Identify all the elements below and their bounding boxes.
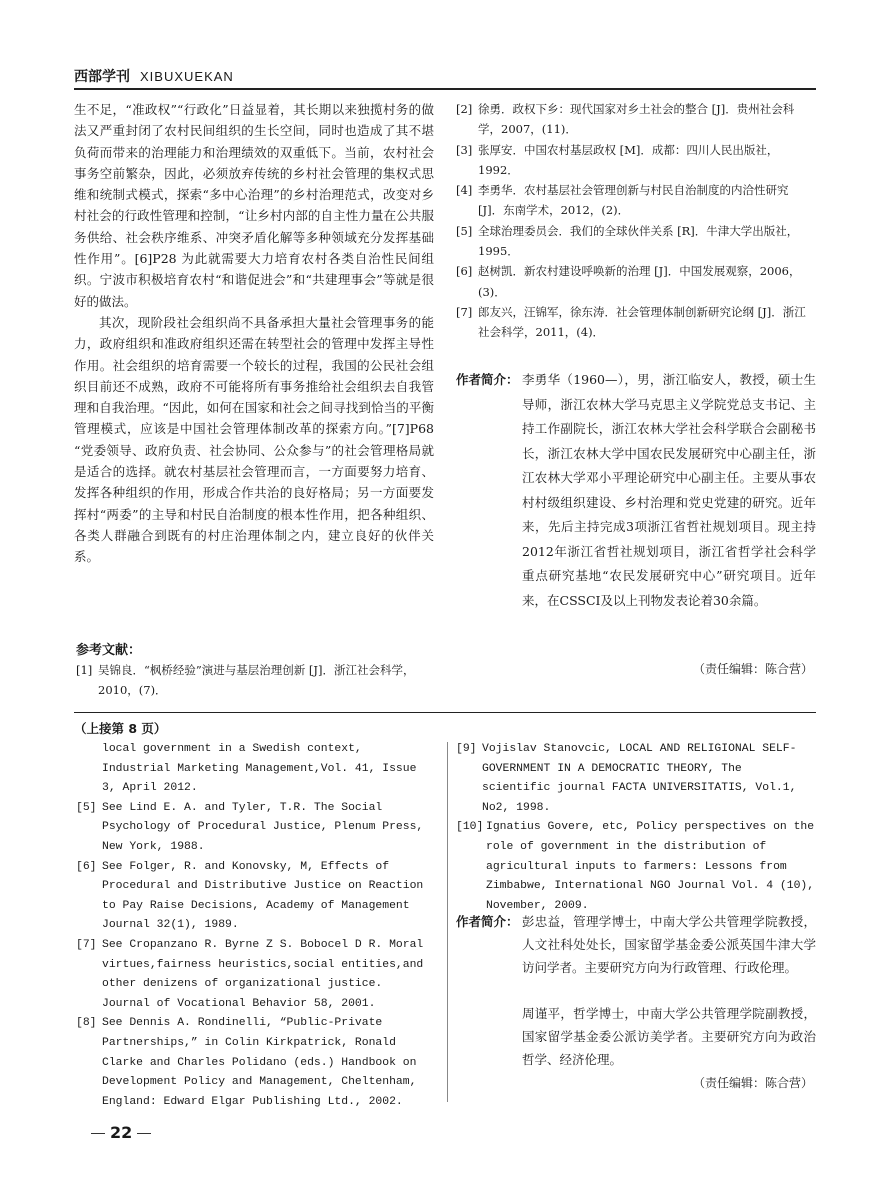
bio-text: 李勇华（1960—），男，浙江临安人，教授，硕士生导师，浙江农林大学马克思主义学院党总支书记、主持工作副院长，浙江农林大学社会科学联合会副秘书长，浙江农林大学中国农民发展研究中心副主任，浙江农林大学邓小平理论研究中心副主任。主要从事农村村级组织建设、乡村治理和党史党建的研究。近年来，先后主持完成3项浙江省哲社规划项目。现主持2012年浙江省哲社规划项目，浙江省哲学社会科学重点研究基地“农民发展研究中心”研究项目。近年来，在CSSCI及以上刊物发表论着30余篇。 — [522, 372, 816, 608]
bio-label: 作者简介： — [456, 372, 519, 387]
reference-item: [6] 赵树凯．新农村建设呼唤新的治理 [J]．中国发展观察，2006，(3)． — [456, 264, 801, 299]
reference-item: local government in a Swedish context, Industrial Marketing Management,Vol. 41, Issue 3, April 2012. — [102, 743, 417, 795]
bio-text: 彭忠益，管理学博士，中南大学公共管理学院教授，人文社科处处长，国家留学基金委公派英国牛津大学访问学者。主要研究方向为行政管理、行政伦理。 — [522, 914, 816, 975]
body-paragraph: 其次，现阶段社会组织尚不具备承担大量社会管理事务的能力，政府组织和准政府组织还需在转型社会的管理中发挥主导性作用。社会组织的培育需要一个较长的过程，我国的公民社会组织目前还不成熟，政府不可能将所有事务推给社会组织去自我管理和自我治理。“因此，如何在国家和社会之间寻找到恰当的平衡管理模式，应该是中国社会管理体制改革的探索方向。”[7]P68 “党委领导、政府负责、社会协同、公众参与”的社会管理格局就是适合的选择。就农村基层社会管理而言，一方面要努力培育、发挥各种组织的作用，形成合作共治的良好格局；另一方面要发挥村“两委”的主导和村民自治制度的根本性作用，把各种组织、各类人群融合到既有的村庄治理体制之内，建立良好的伙伴关系。 — [74, 314, 434, 565]
continuation-note: （上接第 8 页） — [74, 721, 167, 736]
reference-item: [1] 吴锦良．“枫桥经验”演进与基层治理创新 [J]．浙江社会科学，2010，(7)． — [76, 663, 415, 698]
reference-item: [3] 张厚安．中国农村基层政权 [M]．成都：四川人民出版社，1992． — [456, 142, 779, 177]
reference-item: [9] Vojislav Stanovcic, LOCAL AND RELIGIONAL SELF-GOVERNMENT IN A DEMOCRATIC THEORY, The scientific journal FACTA UNIVERSITATIS, Vol.1, No2, 1998. — [456, 743, 797, 814]
bio-label: 作者简介： — [456, 914, 519, 929]
english-references-left — [76, 740, 435, 1112]
reference-item: [7] 郎友兴，汪锦军，徐东涛．社会管理体制创新研究论纲 [J]．浙江社会科学，2011，(4)． — [456, 304, 806, 340]
reference-item: [10] Ignatius Govere, etc, Policy perspectives on the role of government in the distribution of agricultural inputs to farmers: Lessons from Zimbabwe, International NGO Journal Vol. 4 (10), November, 2009. — [456, 821, 815, 912]
page-number: 22 — [86, 1123, 156, 1142]
running-header — [74, 66, 234, 86]
journal-title-cn: 西部学刊 — [74, 69, 130, 85]
reference-item: [8] See Dennis A. Rondinelli, “Public-Private Partnerships,” in Colin Kirkpatrick, Ronald Clarke and Charles Polidano (eds.) Handbook on Development Policy and Management, Cheltenham, England: Edward Elgar Publishing Ltd., 2002. — [76, 1017, 417, 1108]
reference-item: [5] 全球治理委员会．我们的全球伙伴关系 [R]．牛津大学出版社，1995． — [456, 223, 799, 259]
reference-item: [2] 徐勇．政权下乡：现代国家对乡土社会的整合 [J]．贵州社会科学，2007，(11)． — [456, 102, 795, 137]
references-heading: 参考文献： — [76, 643, 142, 658]
header-rule — [74, 88, 816, 90]
references-right — [456, 99, 816, 343]
author-bio-bottom — [456, 910, 816, 1070]
reference-item: [7] See Cropanzano R. Byrne Z S. Bobocel D R. Moral virtues,fairness heuristics,social entities,and other denizens of organizational justice. Journal of Vocational Behavior 58, 2001. — [76, 938, 424, 1010]
body-text-left — [74, 99, 434, 568]
section-divider — [74, 712, 816, 713]
references-left — [76, 639, 434, 701]
reference-item: [4] 李勇华．农村基层社会管理创新与村民自治制度的内洽性研究 [J]．东南学术，2012，(2)． — [456, 183, 789, 218]
body-paragraph: 生不足，“准政权”“行政化”日益显着，其长期以来独揽村务的做法又严重封闭了农村民间组织的生长空间，同时也造成了其不堪负荷而带来的治理能力和治理绩效的双重低下。当前，农村社会事务空前繁杂，因此，必须放弃传统的乡村社会管理的集权式思维和统制式模式，探索“多中心治理”的乡村治理范式，改变对乡村社会的行政性管理和控制，“让乡村内部的自主性力量在公共服务供给、社会秩序维系、冲突矛盾化解等多种领域充分发挥基础性作用”。[6]P28 为此就需要大力培育农村各类自治性民间组织。宁波市积极培育农村“和谐促进会”和“共建理事会”等就是很好的做法。 — [74, 102, 434, 309]
author-bio-top — [456, 368, 816, 652]
editor-note-top: （责任编辑：陈合营） — [692, 662, 813, 676]
bio-text: 周谨平，哲学博士，中南大学公共管理学院副教授，国家留学基金委公派访美学者。主要研究方向为政治哲学、经济伦理。 — [522, 1006, 816, 1067]
reference-item: [6] See Folger, R. and Konovsky, M, Effects of Procedural and Distributive Justice on Reaction to Pay Raise Decisions, Academy of Management Journal 32(1), 1989. — [76, 860, 424, 932]
journal-title-en: XIBUXUEKAN — [140, 69, 234, 84]
reference-item: [5] See Lind E. A. and Tyler, T.R. The Social Psychology of Procedural Justice, Plenum Press, New York, 1988. — [76, 801, 424, 853]
column-rule — [447, 742, 448, 1102]
editor-note-bottom: （责任编辑：陈合营） — [692, 1076, 813, 1090]
english-references-right — [456, 740, 816, 916]
